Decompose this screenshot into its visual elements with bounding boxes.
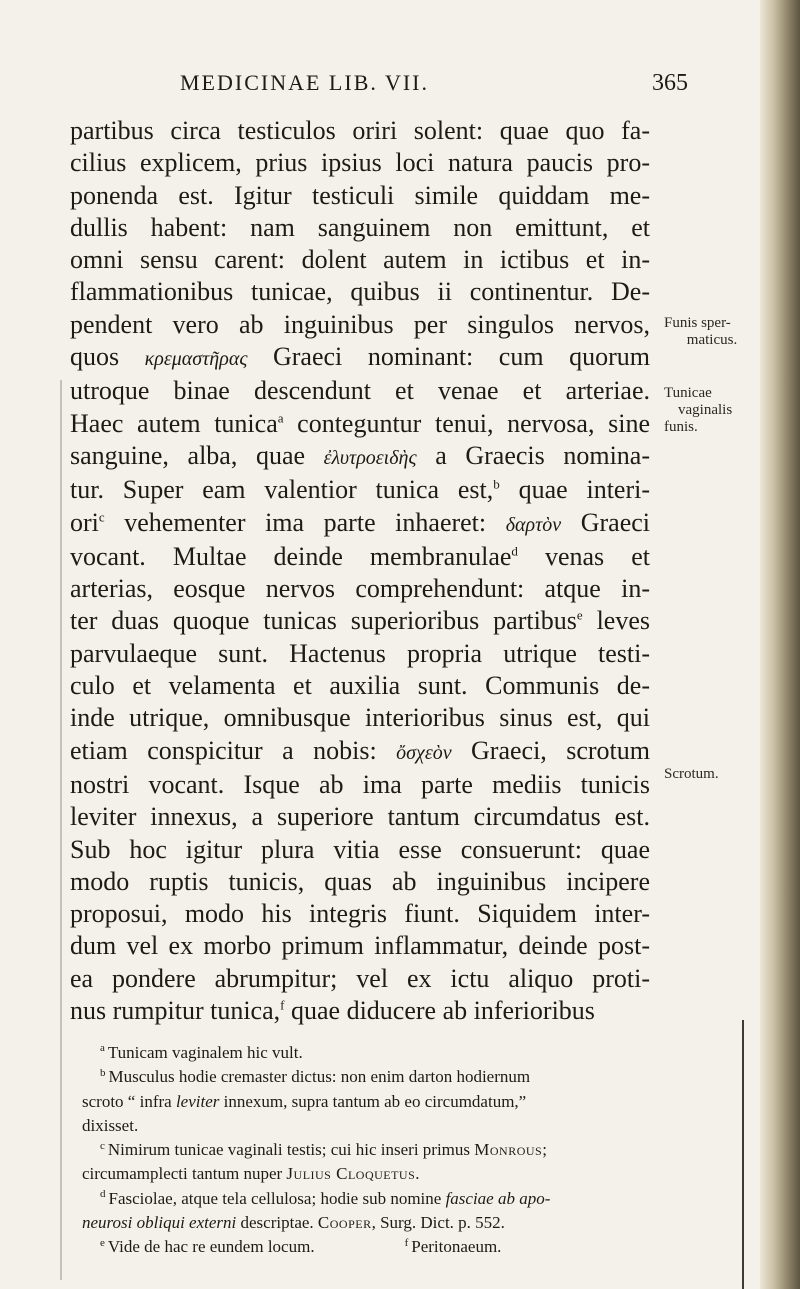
greek-term: κρεμαστῆρας: [144, 348, 248, 371]
text-line: modo ruptis tunicis, quas ab inguinibus incipere: [70, 866, 650, 896]
text-line: arterias, eosque nervos comprehendunt: atque in-: [70, 574, 650, 604]
footnote-ref: b: [493, 476, 500, 492]
text-line: culo et velamenta et auxilia sunt. Communis de-: [70, 671, 650, 701]
text-line: omni sensu carent: dolent autem in ictibus et in-: [70, 245, 650, 275]
text-line: parvulaeque sunt. Hactenus propria utrique testi-: [70, 638, 650, 668]
text-line: cilius explicem, prius ipsius loci natura paucis pro-: [70, 148, 650, 178]
text-line: tur. Super eam valentior tunica est,$^b$ quae interi-: [70, 475, 651, 505]
text-line: quos κρεμαστῆρας Graeci nominant: cum quorum: [70, 342, 650, 372]
gutter-line: [60, 380, 62, 1280]
text-line: sanguine, alba, quae ἐλυτροειδὴς a Graecis nomina-: [70, 440, 650, 470]
text-line: utroque binae descendunt et venae et arteriae.: [70, 376, 650, 406]
footnote-b: $^b$ Musculus hodie cremaster dictus: non enim darton hodiernum: [100, 1066, 531, 1087]
text-line: nostri vocant. Isque ab ima parte mediis tunicis: [70, 769, 650, 799]
text-line: leviter innexus, a superiore tantum circumdatus est.: [70, 802, 650, 832]
footnote-ref: f: [280, 997, 285, 1013]
footnote-d: $^d$ Fasciolae, atque tela cellulosa; hodie sub nomine fasciae ab apo-: [100, 1188, 551, 1208]
footnotes: [82, 1041, 642, 1260]
footnote-a: $^a$ Tunicam vaginalem hic vult.: [100, 1042, 303, 1062]
text-line: inde utrique, omnibusque interioribus sinus est, qui: [70, 703, 650, 733]
footnote-ref: a: [277, 410, 284, 426]
text-line: dum vel ex morbo primum inflammatur, deinde post-: [70, 931, 650, 961]
text-line: proposui, modo his integris fiunt. Siquidem inter-: [70, 899, 650, 929]
page-header: [0, 54, 740, 94]
margin-note-funis-spermaticus: Funis sper- maticus.: [664, 315, 738, 348]
margin-note-scrotum: Scrotum.: [664, 766, 719, 782]
running-head: MEDICINAE LIB. VII.: [180, 70, 430, 95]
footnote-ref: d: [511, 543, 518, 559]
footnote-d-cont: neurosi obliqui externi descriptae. Cooper, Surg. Dict. p. 552.: [82, 1213, 505, 1233]
body-text: [70, 115, 650, 1027]
margin-note-tunicae-vaginalis: Tunicae vaginalis funis.: [664, 385, 733, 435]
text-line: ponenda est. Igitur testiculi simile quiddam me-: [70, 180, 650, 210]
text-line: Sub hoc igitur plura vitia esse consuerunt: quae: [70, 834, 650, 864]
page-edge-shadow: [760, 0, 800, 1289]
greek-term: ὄσχεὸν: [396, 741, 452, 764]
text-line: flammationibus tunicae, quibus ii continentur. De-: [70, 277, 650, 307]
text-line: ter duas quoque tunicas superioribus partibus$^e$ leves: [70, 606, 650, 636]
text-line: vocant. Multae deinde membranulae$^d$ venas et: [70, 541, 650, 571]
text-line: ea pondere abrumpitur; vel ex ictu aliquo proti-: [70, 963, 650, 993]
page-edge-line: [742, 1020, 744, 1289]
footnote-ref: c: [98, 508, 105, 524]
page-number: 365: [652, 70, 688, 96]
text-line: partibus circa testiculos oriri solent: quae quo fa-: [70, 116, 650, 145]
footnote-c: $^c$ Nimirum tunicae vaginali testis; cui hic inseri primus Monrous;: [100, 1139, 547, 1160]
text-line: etiam conspicitur a nobis: ὄσχεὸν Graeci, scrotum: [70, 735, 651, 765]
text-line: ori$^c$ vehementer ima parte inhaeret: δαρτὸν Graeci: [70, 507, 650, 537]
text-line: nus rumpitur tunica,$^f$ quae diducere ab inferioribus: [70, 996, 595, 1026]
footnote-ref: e: [576, 607, 583, 623]
greek-term: δαρτὸν: [505, 513, 562, 536]
footnote-e-f: $^e$ Vide de hac re eundem locum. $^f$ Peritonaeum.: [100, 1236, 502, 1257]
footnote-b-cont: dixisset.: [82, 1115, 139, 1135]
text-line: pendent vero ab inguinibus per singulos nervos,: [70, 309, 650, 339]
footnote-c-cont: circumamplecti tantum nuper Julius Cloquetus.: [82, 1164, 420, 1184]
greek-term: ἐλυτροειδὴς: [323, 446, 417, 469]
footnote-b-cont: scroto “ infra leviter innexum, supra tantum ab eo circumdatum,”: [82, 1091, 527, 1111]
text-line: dullis habent: nam sanguinem non emittunt, et: [70, 212, 650, 242]
text-line: Haec autem tunica$^a$ conteguntur tenui, nervosa, sine: [70, 408, 650, 438]
